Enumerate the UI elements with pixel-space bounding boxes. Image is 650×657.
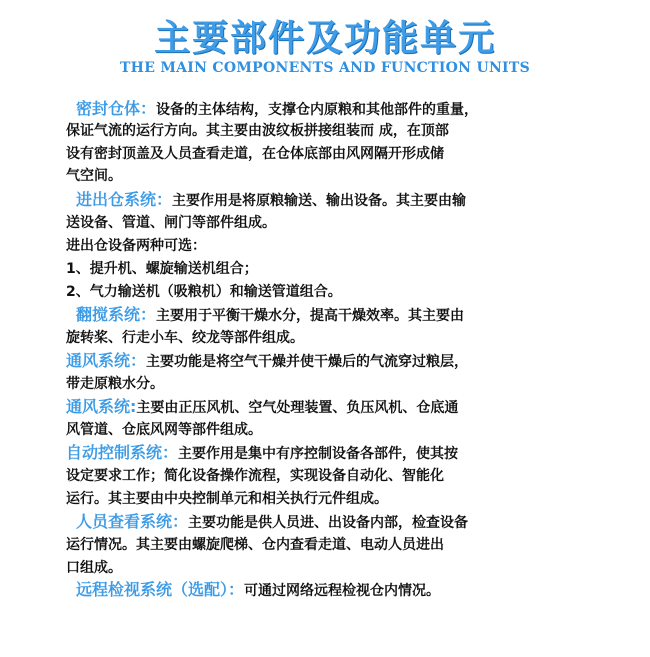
section-heading: 翻搅系统： xyxy=(76,305,157,324)
section-sealed-bin-line-3: 设有密封顶盖及人员查看走道，在仓体底部由风网隔开形成储 xyxy=(66,146,444,162)
section-heading: 自动控制系统： xyxy=(66,443,179,462)
section-auto-control-line-3: 运行。其主要由中央控制单元和相关执行元件组成。 xyxy=(66,491,388,507)
section-ventilation-parts-line-1 xyxy=(66,397,458,418)
section-inspection-line-1 xyxy=(76,512,468,533)
section-heading: 通风系统： xyxy=(66,351,147,370)
section-sealed-bin-line-1 xyxy=(76,99,478,120)
section-ventilation-line-1 xyxy=(66,351,468,372)
section-sealed-bin-line-4: 气空间。 xyxy=(66,168,122,184)
section-sealed-bin-line-2: 保证气流的运行方向。其主要由波纹板拼接组装而 成，在顶部 xyxy=(66,123,449,139)
section-heading: 进出仓系统： xyxy=(76,190,173,209)
section-loading-line-3: 进出仓设备两种可选： xyxy=(66,238,206,254)
section-loading-line-1 xyxy=(76,190,466,211)
section-loading-line-5: 2、气力输送机（吸粮机）和输送管道组合。 xyxy=(66,284,342,300)
section-text: 主要功能是供人员进、出设备内部，检查设备 xyxy=(188,515,469,531)
section-loading-line-4: 1、提升机、螺旋输送机组合； xyxy=(66,261,258,277)
section-text: 主要功能是将空气干燥并使干燥后的气流穿过粮层， xyxy=(146,354,469,370)
section-auto-control-line-1 xyxy=(66,443,458,464)
section-ventilation-parts-line-2: 风管道、仓底风网等部件组成。 xyxy=(66,422,262,438)
section-stirring-line-1 xyxy=(76,305,464,326)
section-text: 主要作用是集中有序控制设备各部件，使其按 xyxy=(178,446,459,462)
section-inspection-line-3: 口组成。 xyxy=(66,560,122,576)
section-inspection-line-2: 运行情况。其主要由螺旋爬梯、仓内查看走道、电动人员进出 xyxy=(66,537,444,553)
section-stirring-line-2: 旋转桨、行走小车、绞龙等部件组成。 xyxy=(66,330,304,346)
section-heading: 密封仓体： xyxy=(76,99,157,118)
page-subtitle: THE MAIN COMPONENTS AND FUNCTION UNITS xyxy=(119,60,531,76)
section-ventilation-line-2: 带走原粮水分。 xyxy=(66,376,164,392)
section-loading-line-2: 送设备、管道、闸门等部件组成。 xyxy=(66,215,276,231)
section-text: 主要由正压风机、空气处理装置、负压风机、仓底通 xyxy=(136,400,459,416)
section-auto-control-line-2: 设定要求工作；简化设备操作流程，实现设备自动化、智能化 xyxy=(66,468,444,484)
section-text: 主要作用是将原粮输送、输出设备。其主要由输 xyxy=(172,193,467,209)
section-text: 可通过网络远程检视仓内情况。 xyxy=(244,583,441,599)
section-text: 设备的主体结构，支撑仓内原粮和其他部件的重量， xyxy=(156,102,479,118)
section-heading: 通风系统: xyxy=(66,397,137,416)
section-heading: 人员查看系统： xyxy=(76,512,189,531)
section-heading: 远程检视系统（选配）： xyxy=(76,580,245,599)
section-text: 主要用于平衡干燥水分，提高干燥效率。其主要由 xyxy=(156,308,465,324)
section-remote-view-line-1 xyxy=(76,580,440,601)
page-title: 主要部件及功能单元 xyxy=(153,18,496,59)
